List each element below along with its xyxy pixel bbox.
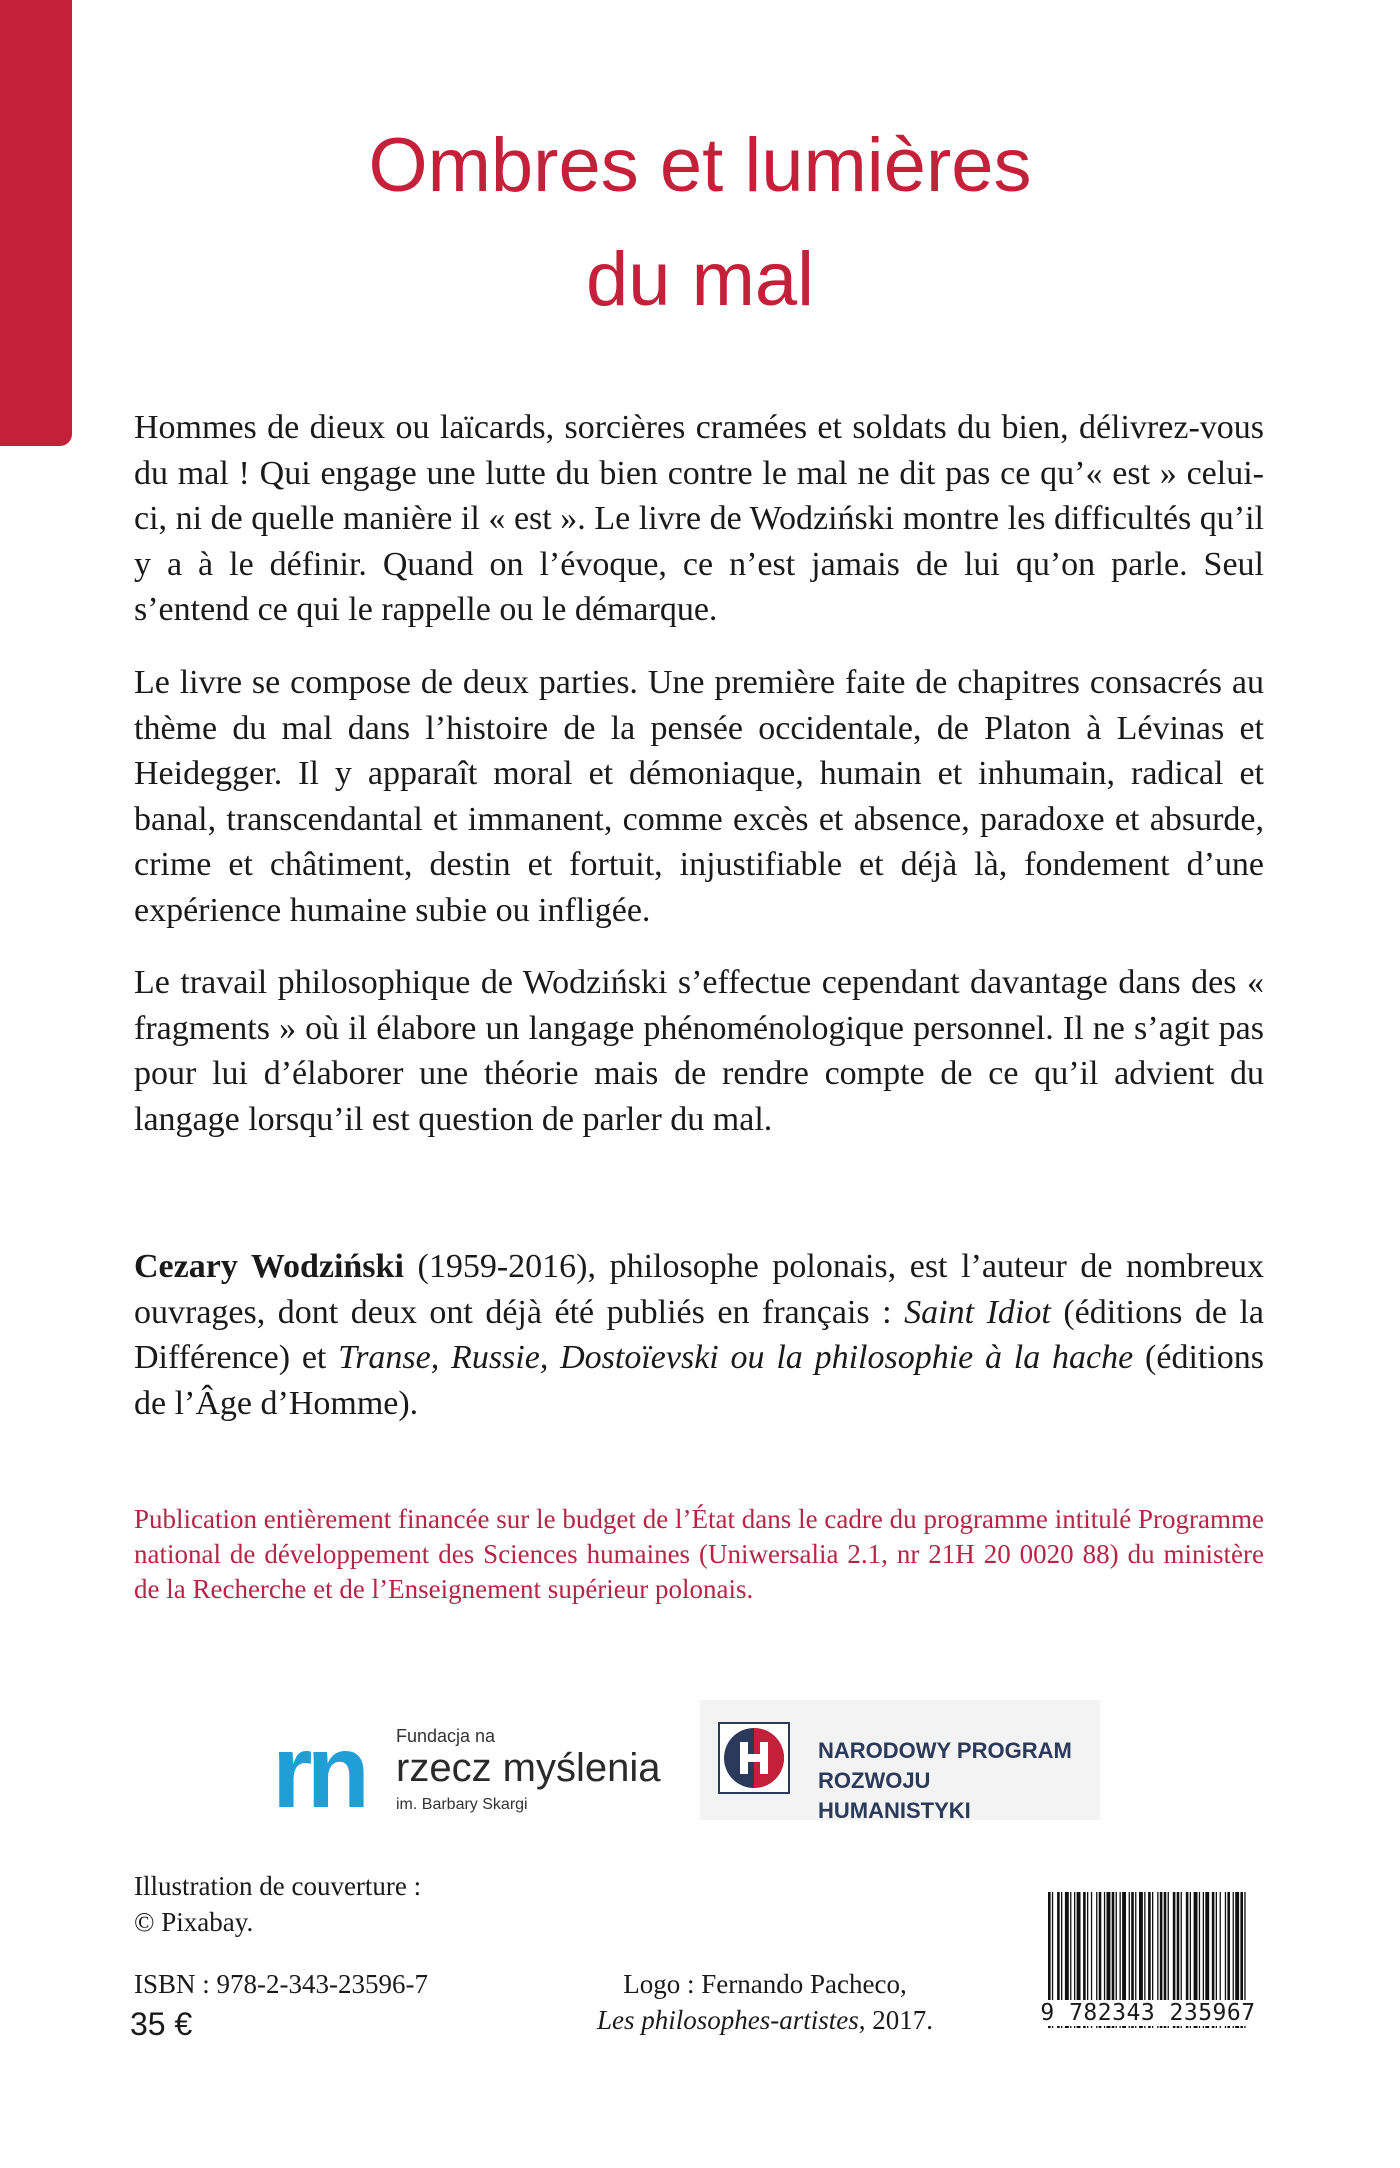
fundacja-mark-icon: rn (272, 1714, 364, 1830)
author-bio (134, 1244, 1264, 1426)
book-title-saint-idiot: Saint Idiot (904, 1293, 1051, 1331)
book-title-line-2: du mal (585, 237, 815, 322)
illustration-credit (134, 1868, 421, 1940)
logo-credit-year: , 2017. (858, 2005, 933, 2035)
author-name: Cezary Wodziński (134, 1248, 404, 1285)
bio-text-b: (éditions de la Différence) et (134, 1293, 1264, 1376)
blurb-paragraph-2: Le livre se compose de deux parties. Une première faite de chapitres consacrés au thème du mal dans l’histoire de la pensée occidentale, de Platon à Lévinas et Heidegger. Il y apparaît moral et démoniaque, humain et inhumain, radical et banal, transcendantal et immanent, comme excès et absence, paradoxe et absurde, crime et châtiment, destin et fortuit, injustifiable et déjà là, fondement d’une expérience humaine subie ou infligée. (134, 664, 1264, 929)
illustration-credit-line-2: © Pixabay. (134, 1907, 254, 1937)
logo-credit-line-1: Logo : Fernando Pacheco, (623, 1969, 907, 1999)
blurb-paragraph-3: Le travail philosophique de Wodziński s’effectue cependant davantage dans des « fragments » où il élabore un langage phénoménologique personnel. Il ne s’agit pas pour lui d’élaborer une théorie mais de rendre compte de ce qu’il advient du langage lorsqu’il est question de parler du mal. (134, 964, 1264, 1138)
fundacja-main-text: rzecz myślenia (396, 1746, 661, 1790)
barcode-number: 9 782343 235967 (1032, 2000, 1264, 2026)
nprh-line-1: NARODOWY PROGRAM (818, 1738, 1072, 1763)
fundacja-sub-text: im. Barbary Skargi (396, 1796, 528, 1813)
logo-credit (580, 1966, 950, 2038)
logo-credit-title: Les philosophes-artistes (596, 2005, 859, 2035)
illustration-credit-line-1: Illustration de couverture : (134, 1871, 422, 1901)
nprh-logo (700, 1700, 1100, 1823)
nprh-text (818, 1736, 1088, 1826)
blurb-paragraph-1: Hommes de dieux ou laïcards, sorcières cramées et soldats du bien, délivrez-vous du mal ! Qui engage une lutte du bien contre le mal ne dit pas ce qu’« est » celui-ci, ni de quelle manière il « est ». Le livre de Wodziński montre les difficultés qu’il y a à le définir. Quand on l’évoque, ce n’est jamais de lui qu’on parle. Seul s’entend ce qui le rappelle ou le démarque. (134, 409, 1264, 628)
price: 35 € (130, 2006, 193, 2042)
fundacja-logo (272, 1712, 692, 1830)
book-title-transe: Transe, Russie, Dostoïevski ou la philosophie à la hache (338, 1339, 1134, 1376)
fundacja-top-text: Fundacja na (396, 1726, 496, 1746)
funding-statement: Publication entièrement financée sur le budget de l’État dans le cadre du programme intitulé Programme national de développement des Sciences humaines (Uniwersalia 2.1, nr 21H 20 0020 88) du ministère de la Recherche et de l’Enseignement supérieur polonais. (134, 1504, 1264, 1604)
nprh-line-2: ROZWOJU HUMANISTYKI (818, 1768, 971, 1823)
bio-text-c: (éditions de l’Âge d’Homme). (134, 1339, 1265, 1422)
bio-text-a: (1959-2016), philosophe polonais, est l’auteur de nombreux ouvrages, dont deux ont déjà été publiés en français : (134, 1248, 1264, 1331)
isbn: ISBN : 978-2-343-23596-7 (134, 1969, 428, 1999)
book-title-line-1: Ombres et lumières (368, 123, 1032, 208)
nprh-h-icon (718, 1722, 790, 1794)
